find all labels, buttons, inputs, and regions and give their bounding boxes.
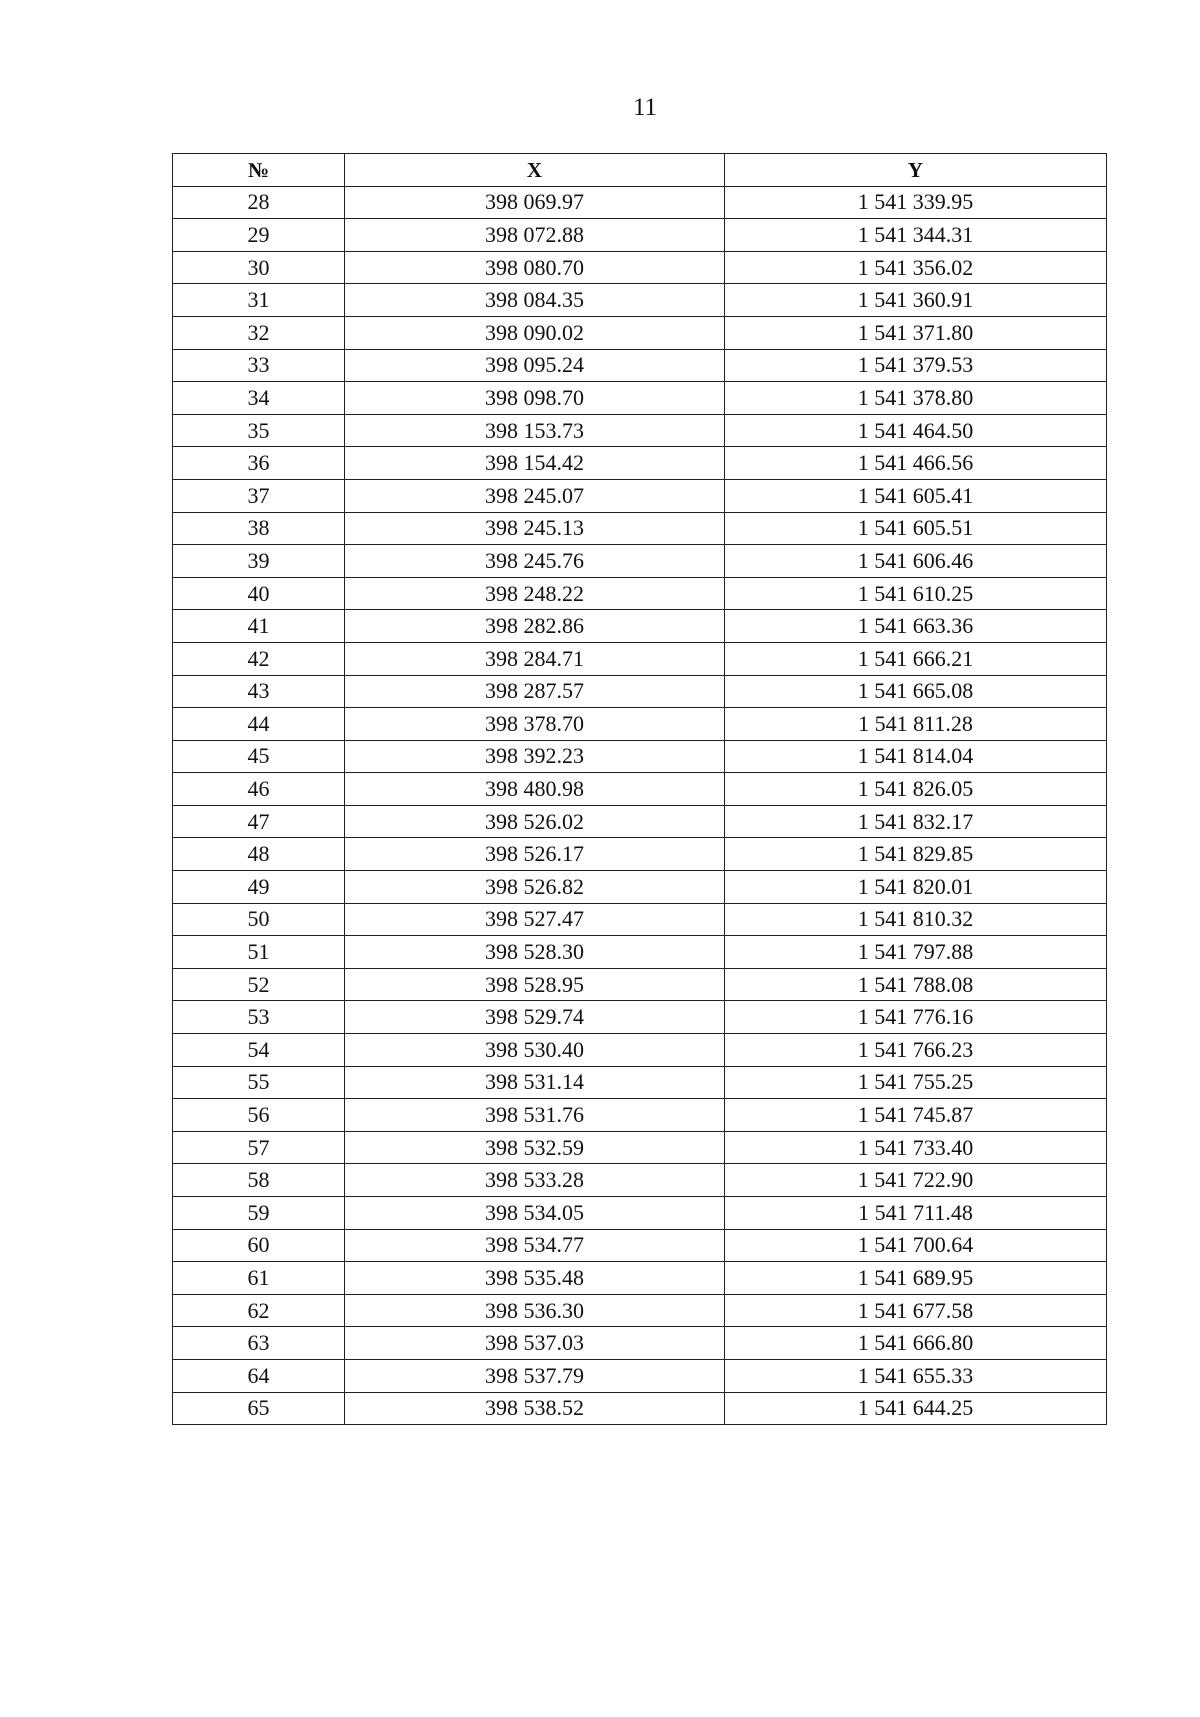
cell-y: 1 541 605.51 — [725, 512, 1107, 545]
table-row — [173, 1392, 1107, 1425]
cell-number: 52 — [173, 968, 345, 1001]
cell-x: 398 284.71 — [345, 642, 725, 675]
cell-y: 1 541 745.87 — [725, 1099, 1107, 1132]
cell-x: 398 526.82 — [345, 871, 725, 904]
cell-number: 35 — [173, 414, 345, 447]
table-row — [173, 414, 1107, 447]
cell-number: 61 — [173, 1262, 345, 1295]
cell-y: 1 541 356.02 — [725, 251, 1107, 284]
cell-x: 398 245.13 — [345, 512, 725, 545]
cell-number: 53 — [173, 1001, 345, 1034]
cell-y: 1 541 722.90 — [725, 1164, 1107, 1197]
cell-x: 398 535.48 — [345, 1262, 725, 1295]
cell-x: 398 095.24 — [345, 349, 725, 382]
cell-number: 65 — [173, 1392, 345, 1425]
table-row — [173, 1164, 1107, 1197]
cell-number: 38 — [173, 512, 345, 545]
cell-number: 34 — [173, 382, 345, 415]
page-number: 11 — [632, 94, 658, 121]
cell-y: 1 541 644.25 — [725, 1392, 1107, 1425]
header-number: № — [173, 154, 345, 187]
cell-x: 398 072.88 — [345, 219, 725, 252]
cell-number: 45 — [173, 740, 345, 773]
cell-y: 1 541 610.25 — [725, 577, 1107, 610]
table-row — [173, 382, 1107, 415]
table-row — [173, 903, 1107, 936]
cell-number: 32 — [173, 316, 345, 349]
cell-x: 398 532.59 — [345, 1131, 725, 1164]
cell-number: 64 — [173, 1359, 345, 1392]
cell-number: 51 — [173, 936, 345, 969]
table-row — [173, 838, 1107, 871]
table-row — [173, 610, 1107, 643]
cell-y: 1 541 811.28 — [725, 708, 1107, 741]
cell-x: 398 527.47 — [345, 903, 725, 936]
cell-y: 1 541 605.41 — [725, 479, 1107, 512]
table-row — [173, 1001, 1107, 1034]
cell-number: 57 — [173, 1131, 345, 1164]
cell-y: 1 541 606.46 — [725, 545, 1107, 578]
table-row — [173, 1327, 1107, 1360]
cell-number: 36 — [173, 447, 345, 480]
table-row — [173, 512, 1107, 545]
cell-x: 398 537.03 — [345, 1327, 725, 1360]
cell-y: 1 541 344.31 — [725, 219, 1107, 252]
coordinates-table — [172, 153, 1107, 1425]
cell-x: 398 536.30 — [345, 1294, 725, 1327]
cell-x: 398 154.42 — [345, 447, 725, 480]
cell-number: 47 — [173, 805, 345, 838]
cell-y: 1 541 733.40 — [725, 1131, 1107, 1164]
cell-number: 60 — [173, 1229, 345, 1262]
table-row — [173, 251, 1107, 284]
table-row — [173, 479, 1107, 512]
cell-x: 398 533.28 — [345, 1164, 725, 1197]
cell-x: 398 526.02 — [345, 805, 725, 838]
table-row — [173, 805, 1107, 838]
cell-number: 63 — [173, 1327, 345, 1360]
cell-number: 49 — [173, 871, 345, 904]
cell-y: 1 541 466.56 — [725, 447, 1107, 480]
table-row — [173, 708, 1107, 741]
cell-x: 398 378.70 — [345, 708, 725, 741]
table-row — [173, 675, 1107, 708]
cell-number: 42 — [173, 642, 345, 675]
table-row — [173, 1262, 1107, 1295]
table-row — [173, 545, 1107, 578]
cell-number: 59 — [173, 1197, 345, 1230]
table-row — [173, 1294, 1107, 1327]
cell-y: 1 541 776.16 — [725, 1001, 1107, 1034]
cell-y: 1 541 655.33 — [725, 1359, 1107, 1392]
cell-x: 398 248.22 — [345, 577, 725, 610]
cell-y: 1 541 814.04 — [725, 740, 1107, 773]
cell-y: 1 541 755.25 — [725, 1066, 1107, 1099]
cell-y: 1 541 766.23 — [725, 1034, 1107, 1067]
cell-y: 1 541 339.95 — [725, 186, 1107, 219]
cell-y: 1 541 700.64 — [725, 1229, 1107, 1262]
header-row — [173, 154, 1107, 187]
cell-y: 1 541 820.01 — [725, 871, 1107, 904]
cell-y: 1 541 663.36 — [725, 610, 1107, 643]
table-row — [173, 316, 1107, 349]
cell-y: 1 541 666.21 — [725, 642, 1107, 675]
cell-y: 1 541 797.88 — [725, 936, 1107, 969]
table-header — [173, 154, 1107, 187]
cell-x: 398 531.14 — [345, 1066, 725, 1099]
cell-number: 46 — [173, 773, 345, 806]
cell-number: 33 — [173, 349, 345, 382]
table-row — [173, 577, 1107, 610]
table-row — [173, 871, 1107, 904]
table-row — [173, 186, 1107, 219]
cell-number: 43 — [173, 675, 345, 708]
cell-y: 1 541 689.95 — [725, 1262, 1107, 1295]
cell-x: 398 090.02 — [345, 316, 725, 349]
cell-x: 398 084.35 — [345, 284, 725, 317]
cell-number: 48 — [173, 838, 345, 871]
cell-y: 1 541 711.48 — [725, 1197, 1107, 1230]
cell-y: 1 541 788.08 — [725, 968, 1107, 1001]
cell-x: 398 528.95 — [345, 968, 725, 1001]
cell-x: 398 534.77 — [345, 1229, 725, 1262]
cell-number: 56 — [173, 1099, 345, 1132]
table-row — [173, 642, 1107, 675]
cell-x: 398 153.73 — [345, 414, 725, 447]
table-row — [173, 936, 1107, 969]
cell-x: 398 480.98 — [345, 773, 725, 806]
cell-x: 398 098.70 — [345, 382, 725, 415]
cell-x: 398 245.07 — [345, 479, 725, 512]
cell-y: 1 541 677.58 — [725, 1294, 1107, 1327]
cell-number: 44 — [173, 708, 345, 741]
cell-x: 398 531.76 — [345, 1099, 725, 1132]
cell-x: 398 069.97 — [345, 186, 725, 219]
cell-x: 398 530.40 — [345, 1034, 725, 1067]
cell-y: 1 541 378.80 — [725, 382, 1107, 415]
table-row — [173, 1359, 1107, 1392]
table-row — [173, 1099, 1107, 1132]
cell-number: 58 — [173, 1164, 345, 1197]
cell-x: 398 529.74 — [345, 1001, 725, 1034]
table-row — [173, 1131, 1107, 1164]
cell-x: 398 282.86 — [345, 610, 725, 643]
table-row — [173, 1034, 1107, 1067]
cell-number: 30 — [173, 251, 345, 284]
table-row — [173, 1229, 1107, 1262]
table-row — [173, 968, 1107, 1001]
cell-y: 1 541 379.53 — [725, 349, 1107, 382]
cell-number: 31 — [173, 284, 345, 317]
cell-number: 29 — [173, 219, 345, 252]
table-row — [173, 447, 1107, 480]
cell-x: 398 538.52 — [345, 1392, 725, 1425]
cell-number: 28 — [173, 186, 345, 219]
cell-number: 37 — [173, 479, 345, 512]
cell-number: 62 — [173, 1294, 345, 1327]
table-row — [173, 740, 1107, 773]
table-row — [173, 349, 1107, 382]
cell-x: 398 534.05 — [345, 1197, 725, 1230]
table-row — [173, 284, 1107, 317]
cell-number: 41 — [173, 610, 345, 643]
cell-y: 1 541 829.85 — [725, 838, 1107, 871]
cell-y: 1 541 371.80 — [725, 316, 1107, 349]
cell-number: 54 — [173, 1034, 345, 1067]
cell-y: 1 541 666.80 — [725, 1327, 1107, 1360]
cell-number: 55 — [173, 1066, 345, 1099]
cell-y: 1 541 832.17 — [725, 805, 1107, 838]
cell-x: 398 528.30 — [345, 936, 725, 969]
cell-number: 50 — [173, 903, 345, 936]
cell-x: 398 537.79 — [345, 1359, 725, 1392]
header-x: X — [345, 154, 725, 187]
table-row — [173, 1066, 1107, 1099]
cell-y: 1 541 360.91 — [725, 284, 1107, 317]
cell-number: 40 — [173, 577, 345, 610]
cell-number: 39 — [173, 545, 345, 578]
cell-y: 1 541 464.50 — [725, 414, 1107, 447]
table-row — [173, 1197, 1107, 1230]
cell-x: 398 287.57 — [345, 675, 725, 708]
table-body — [173, 186, 1107, 1425]
header-y: Y — [725, 154, 1107, 187]
table-row — [173, 773, 1107, 806]
cell-y: 1 541 665.08 — [725, 675, 1107, 708]
cell-y: 1 541 810.32 — [725, 903, 1107, 936]
cell-y: 1 541 826.05 — [725, 773, 1107, 806]
cell-x: 398 392.23 — [345, 740, 725, 773]
cell-x: 398 245.76 — [345, 545, 725, 578]
cell-x: 398 526.17 — [345, 838, 725, 871]
table-row — [173, 219, 1107, 252]
cell-x: 398 080.70 — [345, 251, 725, 284]
